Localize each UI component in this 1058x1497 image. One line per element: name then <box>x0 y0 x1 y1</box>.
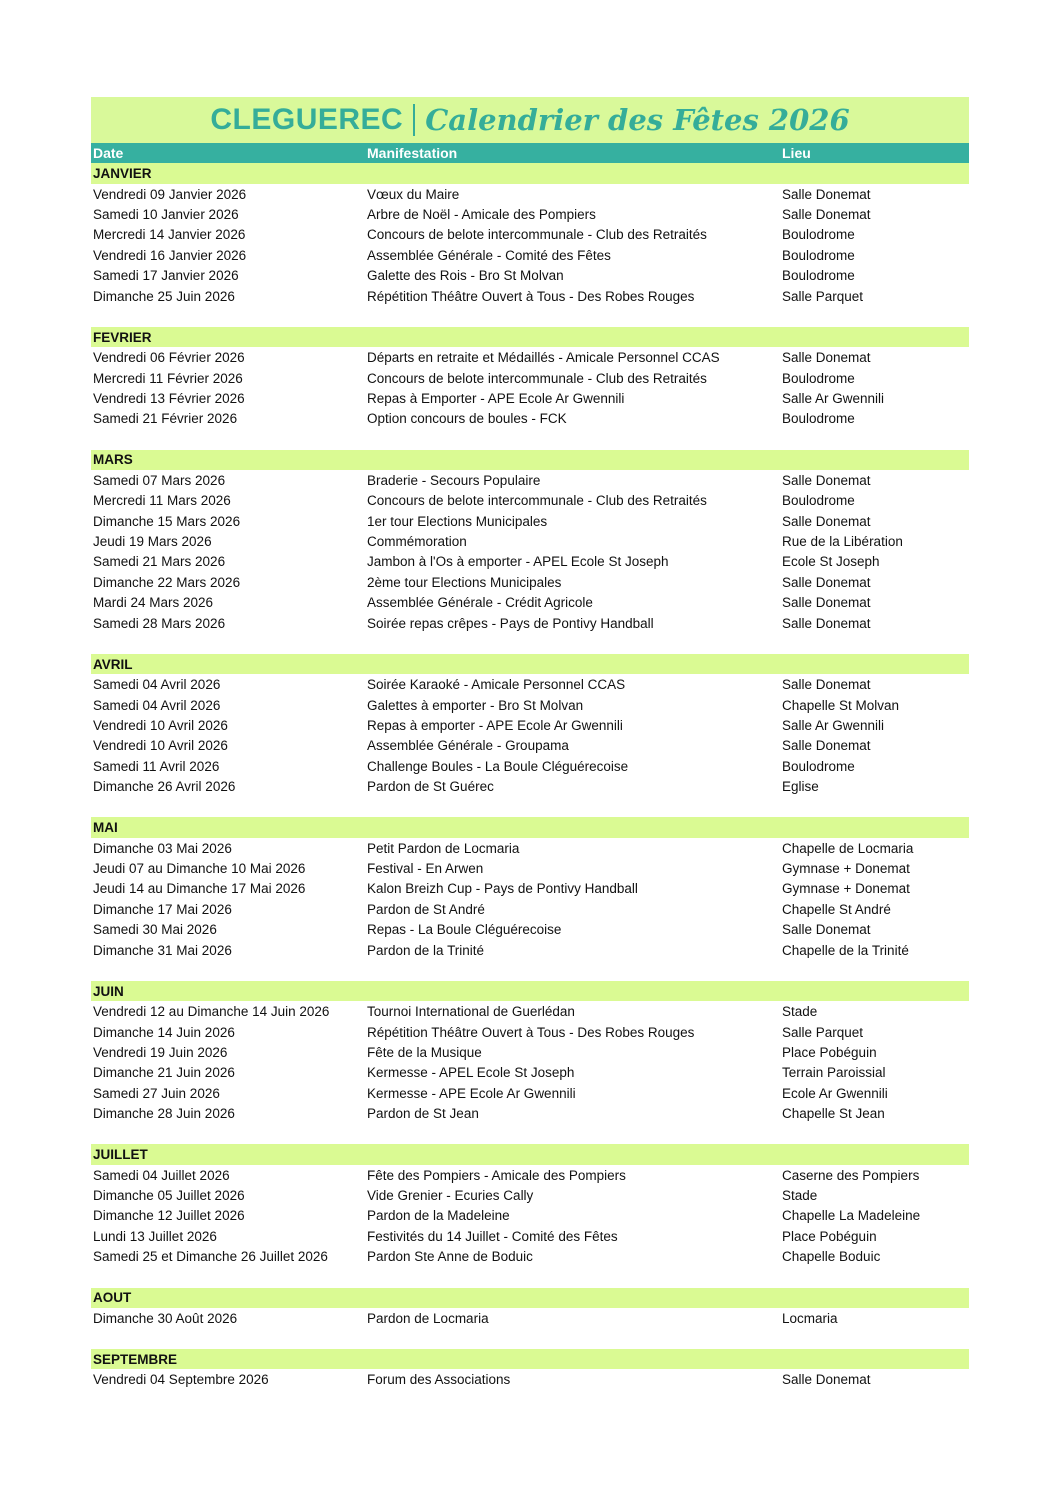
month-row <box>91 1288 969 1308</box>
event-event: Commémoration <box>367 534 467 550</box>
spacer-row <box>91 1328 969 1348</box>
table-row <box>91 1083 969 1103</box>
event-event: Galettes à emporter - Bro St Molvan <box>367 697 584 713</box>
event-date: Samedi 21 Février 2026 <box>93 411 238 427</box>
spacer-row <box>91 1124 969 1144</box>
event-date: Dimanche 31 Mai 2026 <box>93 942 232 958</box>
event-date: Samedi 17 Janvier 2026 <box>93 268 239 284</box>
event-place: Salle Donemat <box>782 207 871 223</box>
table-row <box>91 572 969 592</box>
event-place: Gymnase + Donemat <box>782 861 910 877</box>
event-place: Terrain Paroissial <box>782 1065 886 1081</box>
event-place: Chapelle St André <box>782 901 891 917</box>
event-event: Tournoi International de Guerlédan <box>367 1004 575 1020</box>
event-event: Fête de la Musique <box>367 1044 482 1060</box>
event-place: Salle Parquet <box>782 1024 864 1040</box>
table-row <box>91 204 969 224</box>
table-row <box>91 1022 969 1042</box>
event-event: Concours de belote intercommunale - Club des Retraités <box>367 493 707 509</box>
event-date: Samedi 25 et Dimanche 26 Juillet 2026 <box>93 1249 328 1265</box>
table-row <box>91 858 969 878</box>
event-event: Pardon de St André <box>367 901 485 917</box>
event-place: Place Pobéguin <box>782 1044 877 1060</box>
table-row <box>91 940 969 960</box>
event-place: Locmaria <box>782 1310 838 1326</box>
town-title: CLEGUEREC <box>210 103 404 136</box>
event-event: Jambon à l'Os à emporter - APEL Ecole St Joseph <box>367 554 669 570</box>
table-row <box>91 245 969 265</box>
event-place: Ecole St Joseph <box>782 554 880 570</box>
month-name: SEPTEMBRE <box>93 1351 178 1367</box>
header-place: Lieu <box>782 145 811 162</box>
event-event: Galette des Rois - Bro St Molvan <box>367 268 564 284</box>
table-row <box>91 184 969 204</box>
month-name: AVRIL <box>93 656 133 672</box>
event-date: Vendredi 10 Avril 2026 <box>93 738 228 754</box>
event-date: Mardi 24 Mars 2026 <box>93 595 214 611</box>
event-place: Boulodrome <box>782 758 855 774</box>
event-date: Dimanche 26 Avril 2026 <box>93 779 236 795</box>
spacer-row <box>91 797 969 817</box>
table-row <box>91 736 969 756</box>
month-row <box>91 654 969 674</box>
event-place: Salle Ar Gwennili <box>782 390 885 406</box>
event-date: Samedi 28 Mars 2026 <box>93 615 226 631</box>
event-date: Samedi 04 Juillet 2026 <box>93 1167 230 1183</box>
event-place: Rue de la Libération <box>782 534 903 550</box>
event-date: Vendredi 13 Février 2026 <box>93 390 245 406</box>
event-date: Mercredi 11 Février 2026 <box>93 370 243 386</box>
month-name: AOUT <box>93 1290 132 1306</box>
event-place: Boulodrome <box>782 411 855 427</box>
event-date: Dimanche 05 Juillet 2026 <box>93 1188 245 1204</box>
event-date: Vendredi 12 au Dimanche 14 Juin 2026 <box>93 1004 330 1020</box>
event-date: Samedi 27 Juin 2026 <box>93 1085 220 1101</box>
month-row <box>91 1349 969 1369</box>
event-date: Dimanche 30 Août 2026 <box>93 1310 238 1326</box>
event-event: Repas - La Boule Cléguérecoise <box>367 922 562 938</box>
title-divider <box>413 104 415 136</box>
table-row <box>91 552 969 572</box>
event-event: Assemblée Générale - Comité des Fêtes <box>367 247 611 263</box>
spacer-row <box>91 307 969 327</box>
table-row <box>91 1308 969 1328</box>
event-place: Salle Donemat <box>782 615 871 631</box>
table-row <box>91 286 969 306</box>
event-event: Assemblée Générale - Crédit Agricole <box>367 595 593 611</box>
table-row <box>91 674 969 694</box>
event-place: Salle Donemat <box>782 922 871 938</box>
spacer-row <box>91 961 969 981</box>
event-event: Option concours de boules - FCK <box>367 411 567 427</box>
month-name: MAI <box>93 820 118 836</box>
header-date: Date <box>93 145 124 162</box>
table-row <box>91 1001 969 1021</box>
table-row <box>91 1104 969 1124</box>
month-name: JUIN <box>93 983 124 999</box>
event-date: Vendredi 16 Janvier 2026 <box>93 247 247 263</box>
table-row <box>91 388 969 408</box>
table-row <box>91 1063 969 1083</box>
month-name: JUILLET <box>93 1147 148 1163</box>
event-place: Boulodrome <box>782 370 855 386</box>
event-place: Chapelle de Locmaria <box>782 840 914 856</box>
table-row <box>91 695 969 715</box>
month-row <box>91 817 969 837</box>
event-date: Lundi 13 Juillet 2026 <box>93 1228 217 1244</box>
event-event: Soirée repas crêpes - Pays de Pontivy Handball <box>367 615 654 631</box>
event-date: Dimanche 12 Juillet 2026 <box>93 1208 245 1224</box>
event-date: Samedi 30 Mai 2026 <box>93 922 217 938</box>
event-date: Dimanche 03 Mai 2026 <box>93 840 232 856</box>
event-place: Boulodrome <box>782 493 855 509</box>
table-row <box>91 920 969 940</box>
event-date: Dimanche 22 Mars 2026 <box>93 574 241 590</box>
event-event: Challenge Boules - La Boule Cléguérecoise <box>367 758 629 774</box>
event-place: Stade <box>782 1004 818 1020</box>
month-name: MARS <box>93 452 133 468</box>
event-place: Boulodrome <box>782 268 855 284</box>
month-row <box>91 981 969 1001</box>
event-event: Festivités du 14 Juillet - Comité des Fêtes <box>367 1228 618 1244</box>
event-event: Répétition Théâtre Ouvert à Tous - Des Robes Rouges <box>367 1024 695 1040</box>
event-event: Départs en retraite et Médaillés - Amicale Personnel CCAS <box>367 350 720 366</box>
event-date: Jeudi 07 au Dimanche 10 Mai 2026 <box>93 861 306 877</box>
event-place: Salle Parquet <box>782 288 864 304</box>
event-date: Jeudi 19 Mars 2026 <box>93 534 212 550</box>
event-place: Eglise <box>782 779 819 795</box>
table-row <box>91 1226 969 1246</box>
event-place: Salle Donemat <box>782 350 871 366</box>
event-place: Gymnase + Donemat <box>782 881 910 897</box>
event-place: Boulodrome <box>782 247 855 263</box>
table-row <box>91 1206 969 1226</box>
event-event: Pardon de St Jean <box>367 1106 479 1122</box>
event-event: 1er tour Elections Municipales <box>367 513 548 529</box>
title-band <box>91 97 969 143</box>
event-event: Kermesse - APE Ecole Ar Gwennili <box>367 1085 576 1101</box>
spacer-row <box>91 634 969 654</box>
table-row <box>91 838 969 858</box>
event-event: Pardon Ste Anne de Boduic <box>367 1249 533 1265</box>
event-place: Salle Donemat <box>782 186 871 202</box>
event-place: Salle Donemat <box>782 513 871 529</box>
month-row <box>91 327 969 347</box>
table-row <box>91 756 969 776</box>
event-place: Place Pobéguin <box>782 1228 877 1244</box>
event-date: Samedi 07 Mars 2026 <box>93 472 226 488</box>
event-event: Festival - En Arwen <box>367 861 484 877</box>
table-header <box>91 143 969 163</box>
event-date: Vendredi 04 Septembre 2026 <box>93 1371 269 1387</box>
event-date: Vendredi 06 Février 2026 <box>93 350 245 366</box>
header-event: Manifestation <box>367 145 458 162</box>
table-row <box>91 879 969 899</box>
event-event: Braderie - Secours Populaire <box>367 472 541 488</box>
table-row <box>91 1369 969 1389</box>
table-row <box>91 1185 969 1205</box>
event-event: Pardon de St Guérec <box>367 779 494 795</box>
table-row <box>91 1247 969 1267</box>
event-date: Samedi 11 Avril 2026 <box>93 758 220 774</box>
table-row <box>91 531 969 551</box>
event-place: Salle Donemat <box>782 677 871 693</box>
event-date: Mercredi 14 Janvier 2026 <box>93 227 246 243</box>
event-date: Samedi 10 Janvier 2026 <box>93 207 239 223</box>
event-place: Salle Donemat <box>782 1371 871 1387</box>
table-body <box>91 163 969 1389</box>
event-date: Jeudi 14 au Dimanche 17 Mai 2026 <box>93 881 306 897</box>
table-row <box>91 613 969 633</box>
table-row <box>91 1165 969 1185</box>
table-row <box>91 225 969 245</box>
table-row <box>91 470 969 490</box>
event-event: Vide Grenier - Ecuries Cally <box>367 1188 534 1204</box>
month-row <box>91 450 969 470</box>
event-event: Concours de belote intercommunale - Club des Retraités <box>367 370 707 386</box>
table-row <box>91 593 969 613</box>
table-row <box>91 368 969 388</box>
event-place: Chapelle Boduic <box>782 1249 881 1265</box>
month-name: FEVRIER <box>93 329 152 345</box>
event-event: Kermesse - APEL Ecole St Joseph <box>367 1065 575 1081</box>
event-event: Pardon de la Madeleine <box>367 1208 510 1224</box>
event-place: Salle Donemat <box>782 574 871 590</box>
spacer-row <box>91 1267 969 1287</box>
event-place: Chapelle St Jean <box>782 1106 885 1122</box>
event-event: Répétition Théâtre Ouvert à Tous - Des Robes Rouges <box>367 288 695 304</box>
calendar-sheet <box>91 97 969 1390</box>
event-event: Forum des Associations <box>367 1371 511 1387</box>
event-event: Pardon de la Trinité <box>367 942 485 958</box>
event-place: Chapelle St Molvan <box>782 697 900 713</box>
event-place: Salle Donemat <box>782 595 871 611</box>
event-event: 2ème tour Elections Municipales <box>367 574 562 590</box>
event-place: Boulodrome <box>782 227 855 243</box>
event-date: Dimanche 14 Juin 2026 <box>93 1024 235 1040</box>
event-event: Repas à emporter - APE Ecole Ar Gwennili <box>367 717 623 733</box>
table-row <box>91 409 969 429</box>
event-event: Assemblée Générale - Groupama <box>367 738 569 754</box>
event-date: Vendredi 10 Avril 2026 <box>93 717 228 733</box>
event-date: Dimanche 17 Mai 2026 <box>93 901 232 917</box>
event-place: Caserne des Pompiers <box>782 1167 920 1183</box>
event-date: Dimanche 28 Juin 2026 <box>93 1106 235 1122</box>
event-place: Chapelle de la Trinité <box>782 942 909 958</box>
event-event: Concours de belote intercommunale - Club des Retraités <box>367 227 707 243</box>
table-row <box>91 777 969 797</box>
spacer-row <box>91 429 969 449</box>
month-row <box>91 1144 969 1164</box>
month-name: JANVIER <box>93 166 152 182</box>
month-row <box>91 163 969 183</box>
table-row <box>91 1042 969 1062</box>
table-row <box>91 347 969 367</box>
event-event: Arbre de Noël - Amicale des Pompiers <box>367 207 596 223</box>
table-row <box>91 715 969 735</box>
event-place: Salle Donemat <box>782 738 871 754</box>
event-date: Samedi 04 Avril 2026 <box>93 697 221 713</box>
event-event: Petit Pardon de Locmaria <box>367 840 520 856</box>
calendar-subtitle: Calendrier des Fêtes 2026 <box>425 103 850 137</box>
event-event: Pardon de Locmaria <box>367 1310 489 1326</box>
table-row <box>91 899 969 919</box>
event-event: Fête des Pompiers - Amicale des Pompiers <box>367 1167 626 1183</box>
event-event: Repas à Emporter - APE Ecole Ar Gwennili <box>367 390 625 406</box>
table-row <box>91 511 969 531</box>
event-place: Salle Ar Gwennili <box>782 717 885 733</box>
event-date: Vendredi 19 Juin 2026 <box>93 1044 228 1060</box>
event-event: Soirée Karaoké - Amicale Personnel CCAS <box>367 677 626 693</box>
event-place: Stade <box>782 1188 818 1204</box>
event-event: Kalon Breizh Cup - Pays de Pontivy Handball <box>367 881 638 897</box>
event-date: Dimanche 25 Juin 2026 <box>93 288 235 304</box>
table-row <box>91 266 969 286</box>
event-date: Dimanche 21 Juin 2026 <box>93 1065 235 1081</box>
event-date: Samedi 04 Avril 2026 <box>93 677 221 693</box>
event-event: Vœux du Maire <box>367 186 460 202</box>
event-place: Chapelle La Madeleine <box>782 1208 921 1224</box>
event-place: Salle Donemat <box>782 472 871 488</box>
event-place: Ecole Ar Gwennili <box>782 1085 888 1101</box>
event-date: Mercredi 11 Mars 2026 <box>93 493 231 509</box>
event-date: Dimanche 15 Mars 2026 <box>93 513 241 529</box>
event-date: Vendredi 09 Janvier 2026 <box>93 186 247 202</box>
table-row <box>91 490 969 510</box>
event-date: Samedi 21 Mars 2026 <box>93 554 226 570</box>
